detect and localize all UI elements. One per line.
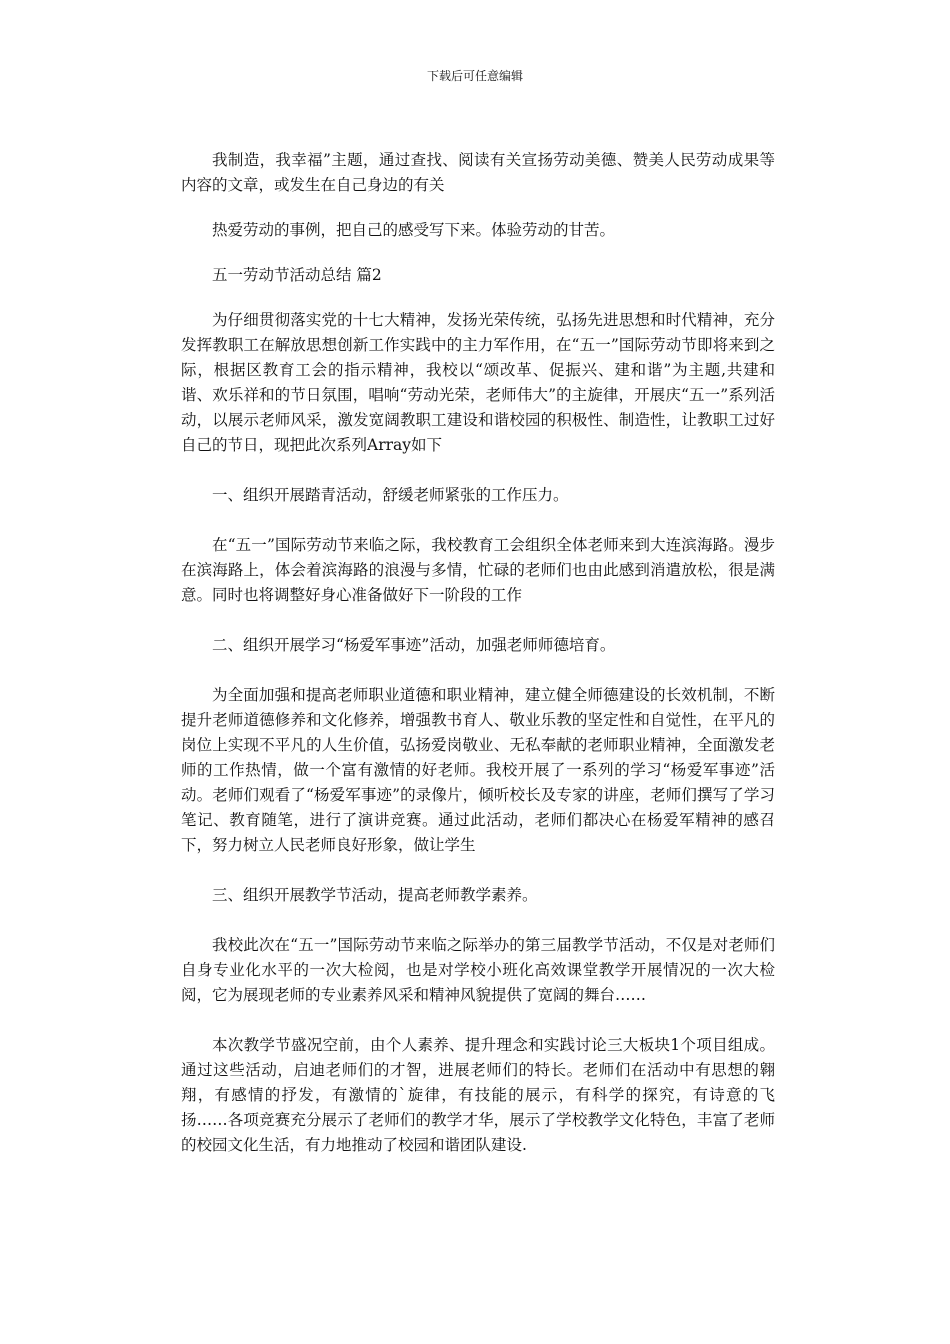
- section-title-part-2: 五一劳动节活动总结 篇2: [212, 266, 382, 284]
- page-header: 下载后可任意编辑: [426, 69, 523, 83]
- paragraph-intro: 为仔细贯彻落实党的十七大精神，发扬光荣传统，弘扬先进思想和时代精神，充分发挥教职工在解放思想创新工作实践中的主力军作用，在“五一”国际劳动节即将来到之际，根据区教育工会的指示精神，我校以“颂改革、促振兴、建和谐”为主题,共建和谐、欢乐祥和的节日氛围，唱响“劳动光荣，老师伟大”的主旋律，开展庆“五一”系列活动，以展示老师风采，激发宽阔教职工建设和谐校园的积极性、制造性，让教职工过好自己的节日，现把此次系列Array如下: [181, 311, 775, 454]
- paragraph-section-1: 在“五一”国际劳动节来临之际，我校教育工会组织全体老师来到大连滨海路。漫步在滨海路上，体会着滨海路的浪漫与多情，忙碌的老师们也由此感到消遣放松，很是满意。同时也将调整好身心准备做好下一阶段的工作: [181, 536, 775, 604]
- paragraph-closing: 本次教学节盛况空前，由个人素养、提升理念和实践讨论三大板块1个项目组成。通过这些活动，启迪老师们的才智，进展老师们的特长。老师们在活动中有思想的翱翔，有感情的抒发，有激情的`旋律，有技能的展示，有科学的探究，有诗意的飞扬……各项竞赛充分展示了老师们的教学才华，展示了学校教学文化特色，丰富了老师的校园文化生活，有力地推动了校园和谐团队建设.: [181, 1036, 775, 1154]
- paragraph-1: 我制造，我幸福”主题，通过查找、阅读有关宣扬劳动美德、赞美人民劳动成果等内容的文章，或发生在自己身边的有关: [181, 151, 775, 194]
- paragraph-2: 热爱劳动的事例，把自己的感受写下来。体验劳动的甘苦。: [212, 221, 616, 239]
- heading-section-1: 一、组织开展踏青活动，舒缓老师紧张的工作压力。: [212, 486, 569, 504]
- document-body: [181, 148, 775, 1158]
- paragraph-section-2: 为全面加强和提高老师职业道德和职业精神，建立健全师德建设的长效机制，不断提升老师道德修养和文化修养，增强教书育人、敬业乐教的坚定性和自觉性，在平凡的岗位上实现不平凡的人生价值，弘扬爱岗敬业、无私奉献的老师职业精神，全面激发老师的工作热情，做一个富有激情的好老师。我校开展了一系列的学习“杨爱军事迹”活动。老师们观看了“杨爱军事迹”的录像片，倾听校长及专家的讲座，老师们撰写了学习笔记、教育随笔，进行了演讲竞赛。通过此活动，老师们都决心在杨爱军精神的感召下，努力树立人民老师良好形象，做让学生: [181, 686, 775, 854]
- heading-section-3: 三、组织开展教学节活动，提高老师教学素养。: [212, 886, 538, 904]
- heading-section-2: 二、组织开展学习“杨爱军事迹”活动，加强老师师德培育。: [212, 636, 616, 654]
- paragraph-section-3: 我校此次在“五一”国际劳动节来临之际举办的第三届教学节活动，不仅是对老师们自身专业化水平的一次大检阅，也是对学校小班化高效课堂教学开展情况的一次大检阅，它为展现老师的专业素养风采和精神风貌提供了宽阔的舞台……: [181, 936, 775, 1004]
